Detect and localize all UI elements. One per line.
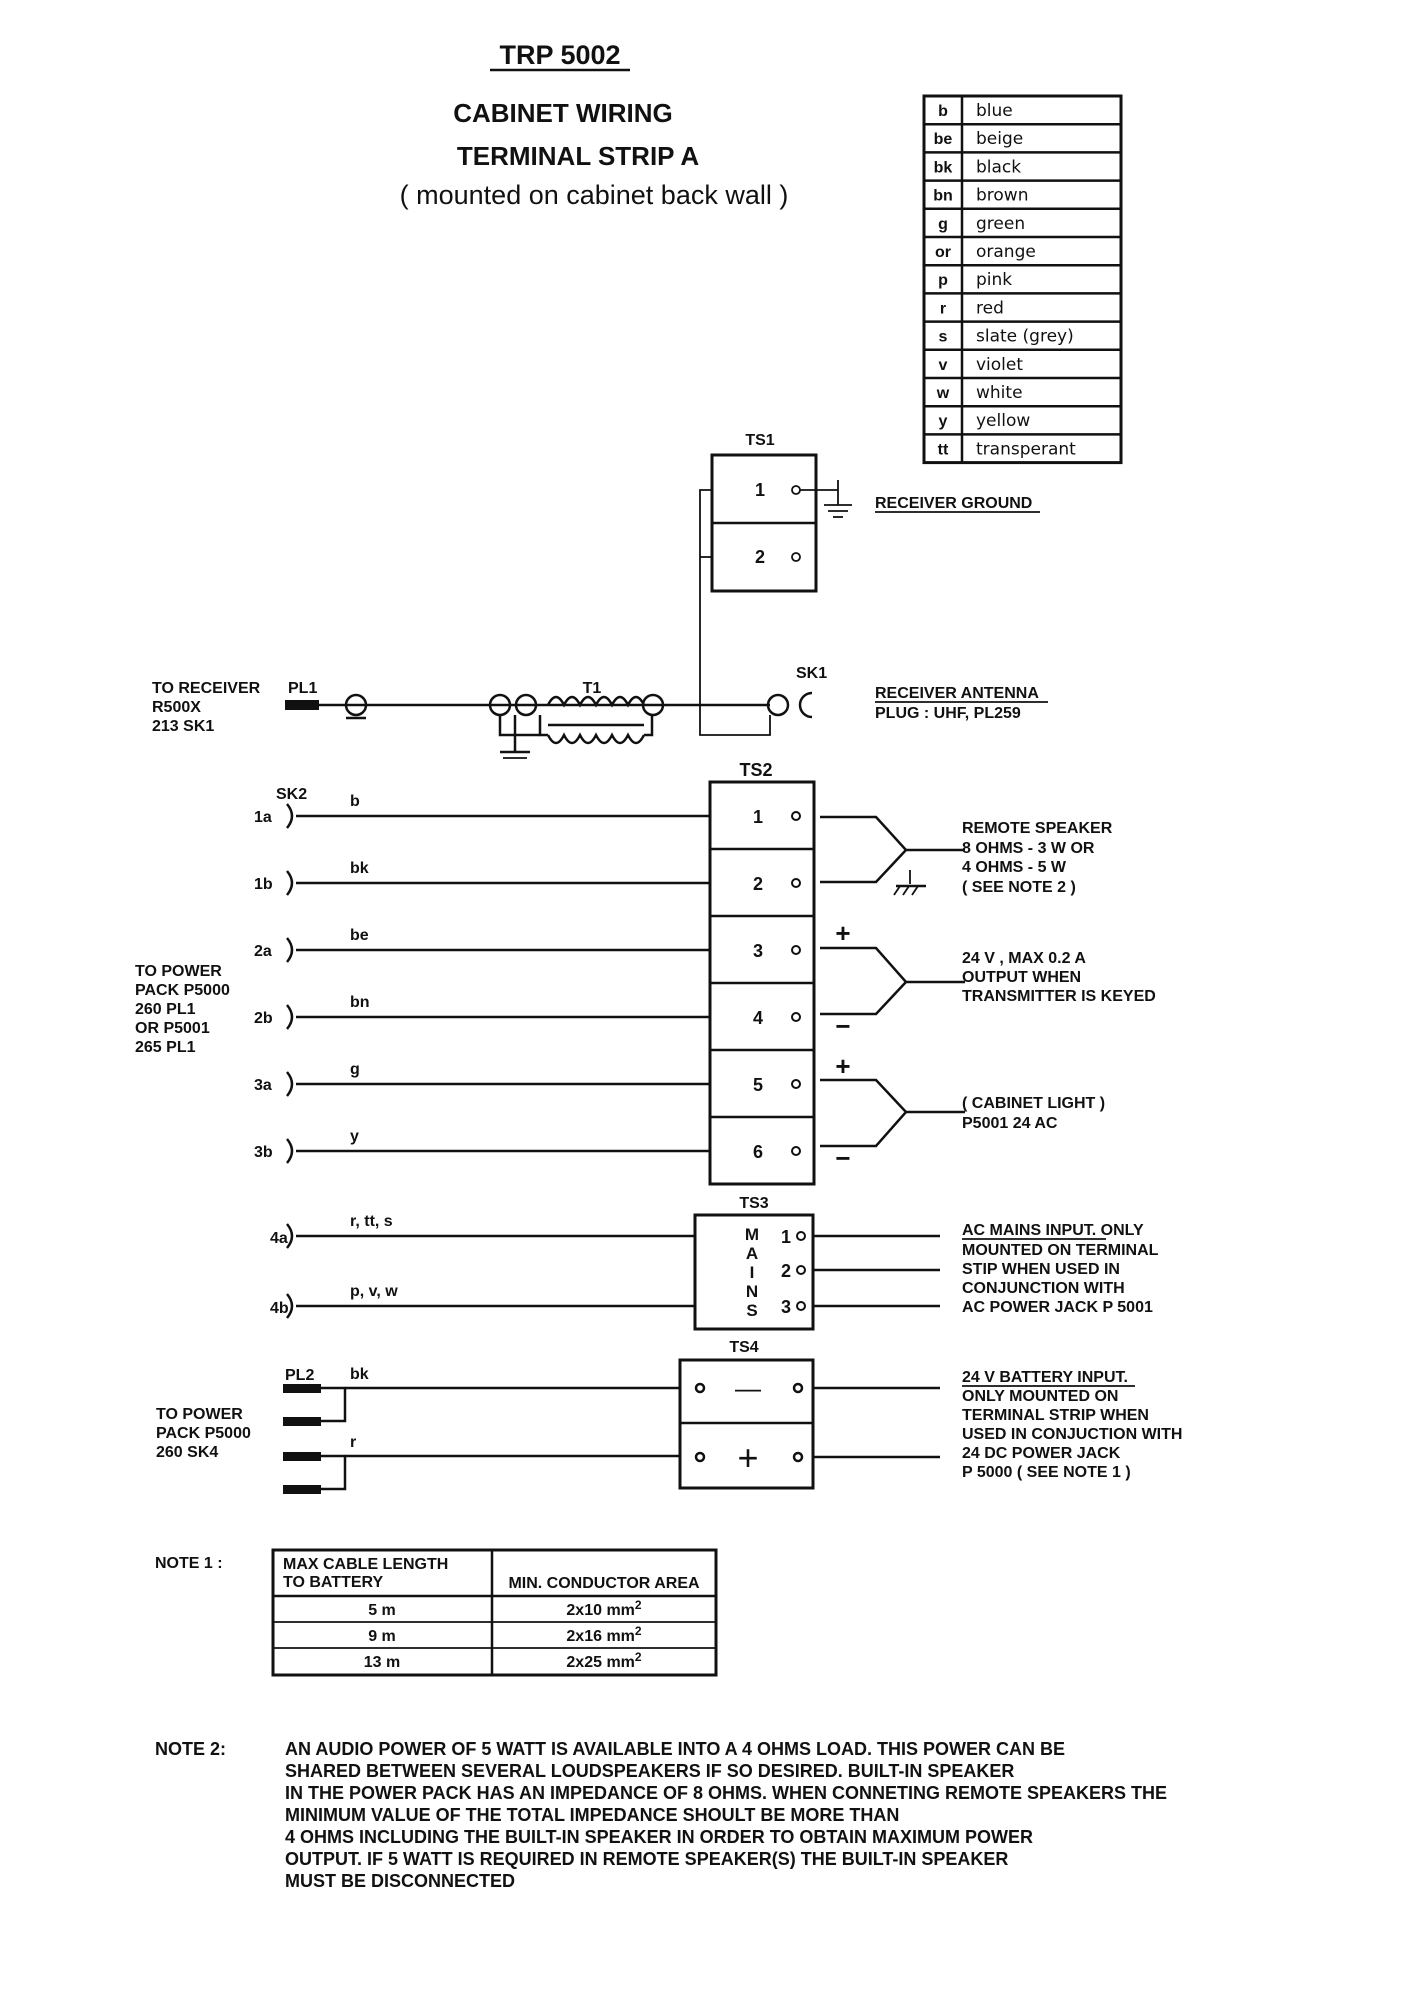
battery-plus-label: +: [737, 1437, 759, 1478]
wire-4b-colors: p, v, w: [350, 1283, 398, 1300]
keyed-minus-label: −: [835, 1011, 851, 1041]
legend-code: bn: [933, 187, 953, 205]
ts2-block: [135, 760, 1156, 1184]
remote-speaker-label: REMOTE SPEAKER: [962, 820, 1113, 837]
light-plus-label: +: [835, 1051, 851, 1081]
note2-label: NOTE 2:: [155, 1739, 227, 1759]
ts2-terminal-4: 4: [752, 1008, 764, 1028]
pin-socket: [287, 1072, 292, 1096]
light-output-wire: [820, 1080, 906, 1146]
color-legend: [924, 96, 1121, 463]
legend-code: y: [938, 413, 948, 431]
note1-header-length-2: TO BATTERY: [283, 1574, 384, 1591]
pin-socket: [287, 938, 292, 962]
legend-color: white: [976, 383, 1023, 403]
note2-line: IN THE POWER PACK HAS AN IMPEDANCE OF 8 OHMS. WHEN CONNETING REMOTE SPEAKERS THE: [285, 1783, 1168, 1803]
legend-code: be: [933, 131, 953, 149]
legend-table: [924, 96, 1121, 463]
ts1-link-1: [700, 490, 712, 590]
wire-color-bk: bk: [350, 860, 369, 877]
t1-label: T1: [582, 680, 602, 697]
receiver-antenna-label: RECEIVER ANTENNA: [875, 685, 1039, 702]
wire-4a-colors: r, tt, s: [350, 1213, 393, 1230]
battery-pack-label-3: 260 SK4: [156, 1444, 219, 1461]
ts1-antenna-link: [700, 590, 770, 735]
ts2-terminal-2: 2: [752, 874, 764, 894]
pl1-plug: [285, 700, 319, 710]
battery-input-label: 24 V BATTERY INPUT.: [962, 1369, 1128, 1386]
ts3-label: TS3: [739, 1195, 769, 1212]
wire-bk-label: bk: [350, 1366, 369, 1383]
pin-socket: [287, 1139, 292, 1163]
antenna-circuit: [152, 590, 1048, 758]
ac-mains-label: AC MAINS INPUT. ONLY: [962, 1222, 1144, 1239]
ts3-terminal-1: 1: [780, 1227, 792, 1247]
speaker-4ohm-label: 4 OHMS - 5 W: [962, 859, 1067, 876]
note1-length: 13 m: [363, 1654, 401, 1671]
mains-letter: N: [745, 1282, 759, 1301]
plug-type-label: PLUG : UHF, PL259: [875, 705, 1021, 722]
legend-code: v: [938, 356, 948, 374]
pin-socket: [287, 871, 292, 895]
legend-color: pink: [976, 270, 1013, 291]
legend-code: s: [938, 328, 948, 346]
note1-area: 2x25 $mm^2$: [566, 1650, 642, 1671]
mains-letter: I: [749, 1263, 755, 1282]
battery-pack-label-2: PACK P5000: [156, 1425, 251, 1442]
legend-code: or: [935, 244, 951, 261]
model-title: TRP 5002: [499, 40, 621, 70]
pin-2b-label: 2b: [254, 1010, 273, 1027]
wire-color-g: g: [350, 1061, 360, 1078]
note2-line: MINIMUM VALUE OF THE TOTAL IMPEDANCE SHOULT BE MORE THAN: [285, 1805, 900, 1825]
legend-color: beige: [976, 129, 1024, 150]
pin-socket: [287, 1005, 292, 1029]
power-pack-label-5: 265 PL1: [135, 1039, 196, 1056]
ts2-terminal-3: 3: [752, 941, 764, 961]
battery-pack-label-1: TO POWER: [156, 1406, 243, 1423]
note2-line: MUST BE DISCONNECTED: [285, 1871, 516, 1891]
wire-color-bn: bn: [350, 994, 370, 1011]
sk1-socket: [800, 693, 812, 717]
pin-socket: [287, 804, 292, 828]
battery-minus-label: —: [735, 1373, 761, 1403]
ts1-terminal-2: 2: [754, 547, 766, 567]
pin-2a-label: 2a: [254, 943, 272, 960]
ac-mains-label-4: CONJUNCTION WITH: [962, 1280, 1125, 1297]
note2-line: 4 OHMS INCLUDING THE BUILT-IN SPEAKER IN ORDER TO OBTAIN MAXIMUM POWER: [285, 1827, 1034, 1847]
legend-code: bk: [933, 159, 953, 177]
battery-input-label-4: USED IN CONJUCTION WITH: [962, 1426, 1183, 1443]
ts3-block: [270, 1195, 1159, 1329]
legend-color: slate (grey): [976, 326, 1074, 347]
ac-mains-label-5: AC POWER JACK P 5001: [962, 1299, 1153, 1316]
ts2-terminal-5: 5: [752, 1075, 764, 1095]
pin-4a-label: 4a: [270, 1230, 288, 1247]
speaker-8ohm-label: 8 OHMS - 3 W OR: [962, 840, 1095, 857]
legend-color: blue: [976, 101, 1013, 121]
legend-color: brown: [976, 185, 1029, 206]
power-pack-label-1: TO POWER: [135, 963, 222, 980]
keyed-output-label-3: TRANSMITTER IS KEYED: [962, 988, 1156, 1005]
note2-line: SHARED BETWEEN SEVERAL LOUDSPEAKERS IF SO DESIRED. BUILT-IN SPEAKER: [285, 1761, 1015, 1781]
note1-area: 2x16 $mm^2$: [566, 1624, 642, 1645]
legend-color: yellow: [976, 411, 1031, 432]
subtitle: ( mounted on cabinet back wall ): [399, 180, 789, 210]
ts2-terminal-1: 1: [752, 807, 764, 827]
pl2-plug: [283, 1384, 345, 1494]
receiver-socket-label: 213 SK1: [152, 718, 215, 735]
ts4-label: TS4: [729, 1339, 759, 1356]
note1-header-area: MIN. CONDUCTOR AREA: [508, 1575, 700, 1592]
ac-mains-label-2: MOUNTED ON TERMINAL: [962, 1242, 1159, 1259]
title-terminal-strip: TERMINAL STRIP A: [456, 141, 700, 171]
ts3-terminal-2: 2: [780, 1261, 792, 1281]
legend-color: red: [976, 298, 1004, 319]
ts1-label: TS1: [745, 432, 775, 449]
ts2-label: TS2: [739, 760, 773, 780]
note2-line: AN AUDIO POWER OF 5 WATT IS AVAILABLE INTO A 4 OHMS LOAD. THIS POWER CAN BE: [285, 1739, 1066, 1759]
cabinet-light-label: ( CABINET LIGHT ): [962, 1095, 1106, 1112]
ts4-block: [156, 1339, 1182, 1494]
pl1-label: PL1: [288, 680, 318, 697]
legend-code: tt: [937, 441, 949, 459]
power-pack-label-3: 260 PL1: [135, 1001, 196, 1018]
speaker-note-label: ( SEE NOTE 2 ): [962, 879, 1076, 896]
legend-code: g: [938, 215, 948, 233]
legend-code: r: [939, 300, 947, 318]
legend-code: p: [938, 272, 948, 290]
ts3-terminal-3: 3: [780, 1297, 792, 1317]
wire-r-label: r: [350, 1434, 357, 1451]
keyed-plus-label: +: [835, 918, 851, 948]
pin-4b-label: 4b: [270, 1300, 289, 1317]
legend-code: w: [936, 385, 950, 402]
to-receiver-label: TO RECEIVER: [152, 680, 261, 697]
note1-area: 2x10 $mm^2$: [566, 1598, 642, 1619]
cabinet-light-voltage-label: P5001 24 AC: [962, 1115, 1058, 1132]
battery-input-label-5: 24 DC POWER JACK: [962, 1445, 1121, 1462]
keyed-output-wire: [820, 948, 906, 1014]
note1-length: 5 m: [368, 1602, 396, 1619]
speaker-output-wire: [820, 817, 906, 882]
sk1-label: SK1: [796, 665, 828, 682]
note1-label: NOTE 1 :: [155, 1555, 223, 1572]
legend-color: green: [976, 213, 1026, 234]
mains-letter: S: [746, 1301, 758, 1320]
note2-line: OUTPUT. IF 5 WATT IS REQUIRED IN REMOTE SPEAKER(S) THE BUILT-IN SPEAKER: [285, 1849, 1009, 1869]
ts2-terminal-6: 6: [752, 1142, 764, 1162]
pin-3a-label: 3a: [254, 1077, 272, 1094]
ts1-terminal-1: 1: [754, 480, 766, 500]
pin-3b-label: 3b: [254, 1144, 273, 1161]
note1-block: [155, 1550, 716, 1675]
wire-color-y: y: [350, 1128, 359, 1145]
receiver-model-label: R500X: [152, 699, 201, 716]
note1-header-length: MAX CABLE LENGTH: [283, 1556, 449, 1573]
legend-color: transperant: [976, 439, 1076, 460]
chassis-ground-icon: [894, 870, 926, 895]
battery-input-label-3: TERMINAL STRIP WHEN: [962, 1407, 1149, 1424]
note1-length: 9 m: [368, 1628, 396, 1645]
sk2-label: SK2: [276, 786, 308, 803]
legend-code: b: [938, 103, 948, 120]
power-pack-label-4: OR P5001: [135, 1020, 210, 1037]
mains-letter: M: [744, 1225, 760, 1244]
keyed-output-label-2: OUTPUT WHEN: [962, 969, 1082, 986]
legend-color: violet: [976, 354, 1024, 375]
pin-1b-label: 1b: [254, 876, 273, 893]
legend-color: orange: [976, 242, 1036, 262]
light-minus-label: −: [835, 1143, 851, 1173]
battery-input-label-6: P 5000 ( SEE NOTE 1 ): [962, 1464, 1131, 1481]
ground-icon: [824, 480, 852, 517]
note2-block: [155, 1739, 1167, 1891]
wire-color-be: be: [350, 927, 369, 944]
mains-letter: A: [745, 1244, 759, 1263]
keyed-output-label-1: 24 V , MAX 0.2 A: [962, 950, 1086, 967]
pin-1a-label: 1a: [254, 809, 272, 826]
receiver-ground-label: RECEIVER GROUND: [875, 495, 1033, 512]
battery-input-label-2: ONLY MOUNTED ON: [962, 1388, 1119, 1405]
legend-color: black: [976, 157, 1022, 178]
wire-color-b: b: [350, 793, 360, 810]
pl2-label: PL2: [285, 1367, 315, 1384]
ac-mains-label-3: STIP WHEN USED IN: [962, 1261, 1120, 1278]
title-cabinet-wiring: CABINET WIRING: [453, 98, 673, 128]
power-pack-label-2: PACK P5000: [135, 982, 230, 999]
